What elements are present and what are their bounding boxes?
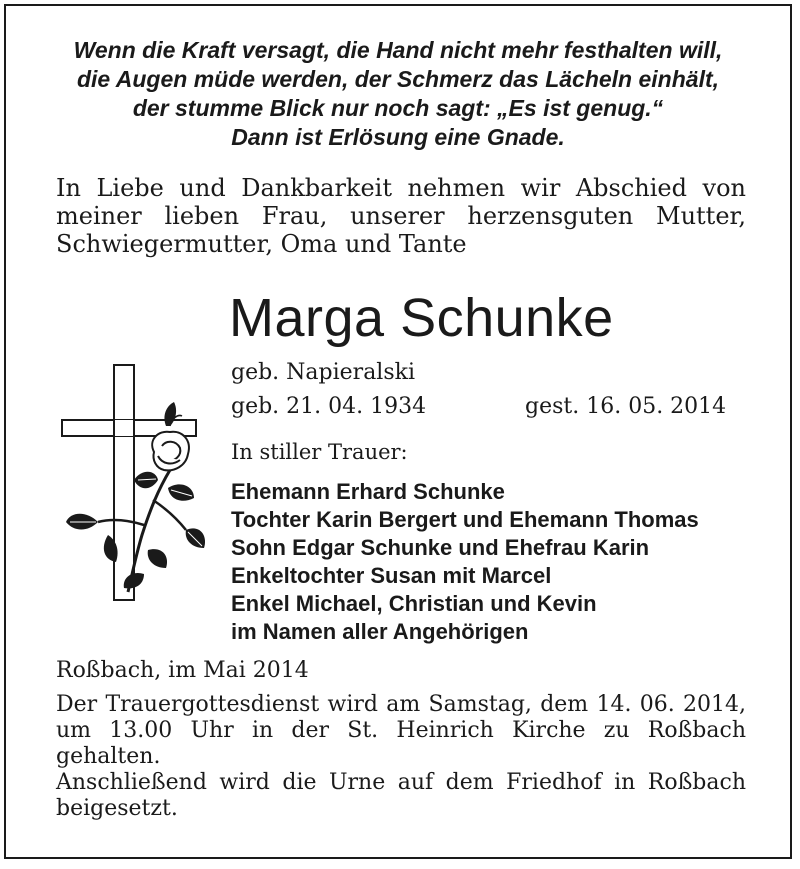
family-member: Enkel Michael, Christian und Kevin <box>231 591 597 616</box>
maiden-name: geb. Napieralski <box>231 360 416 385</box>
poem <box>6 36 790 152</box>
service-info <box>56 692 746 822</box>
family-member: Enkeltochter Susan mit Marcel <box>231 563 552 588</box>
family-member: im Namen aller Angehörigen <box>231 619 529 644</box>
family-list <box>231 478 699 646</box>
burial-paragraph: Anschließend wird die Urne auf dem Friedhof in Roßbach beigesetzt. <box>56 770 746 821</box>
obituary-notice <box>4 4 792 859</box>
poem-line: die Augen müde werden, der Schmerz das Lächeln einhält, <box>76 66 720 92</box>
poem-line: Wenn die Kraft versagt, die Hand nicht mehr festhalten will, <box>73 37 723 63</box>
family-member: Tochter Karin Bergert und Ehemann Thomas <box>231 507 699 532</box>
service-paragraph: Der Trauergottesdienst wird am Samstag, dem 14. 06. 2014, um 13.00 Uhr in der St. Heinrich Kirche zu Roßbach gehalten. <box>56 692 746 769</box>
death-date: gest. 16. 05. 2014 <box>525 394 727 419</box>
place-date: Roßbach, im Mai 2014 <box>56 658 309 683</box>
cross-with-rose-icon <box>58 360 208 605</box>
family-member: Ehemann Erhard Schunke <box>231 479 505 504</box>
poem-line: der stumme Blick nur noch sagt: „Es ist genug.“ <box>132 95 664 121</box>
family-member: Sohn Edgar Schunke und Ehefrau Karin <box>231 535 650 560</box>
birth-date: geb. 21. 04. 1934 <box>231 394 427 419</box>
deceased-name: Marga Schunke <box>229 288 614 348</box>
mourning-heading: In stiller Trauer: <box>231 440 408 464</box>
intro-text: In Liebe und Dankbarkeit nehmen wir Abschied von meiner lieben Frau, unserer herzensguten Mutter, Schwiegermutter, Oma und Tante <box>56 174 746 258</box>
poem-line: Dann ist Erlösung eine Gnade. <box>231 124 565 150</box>
